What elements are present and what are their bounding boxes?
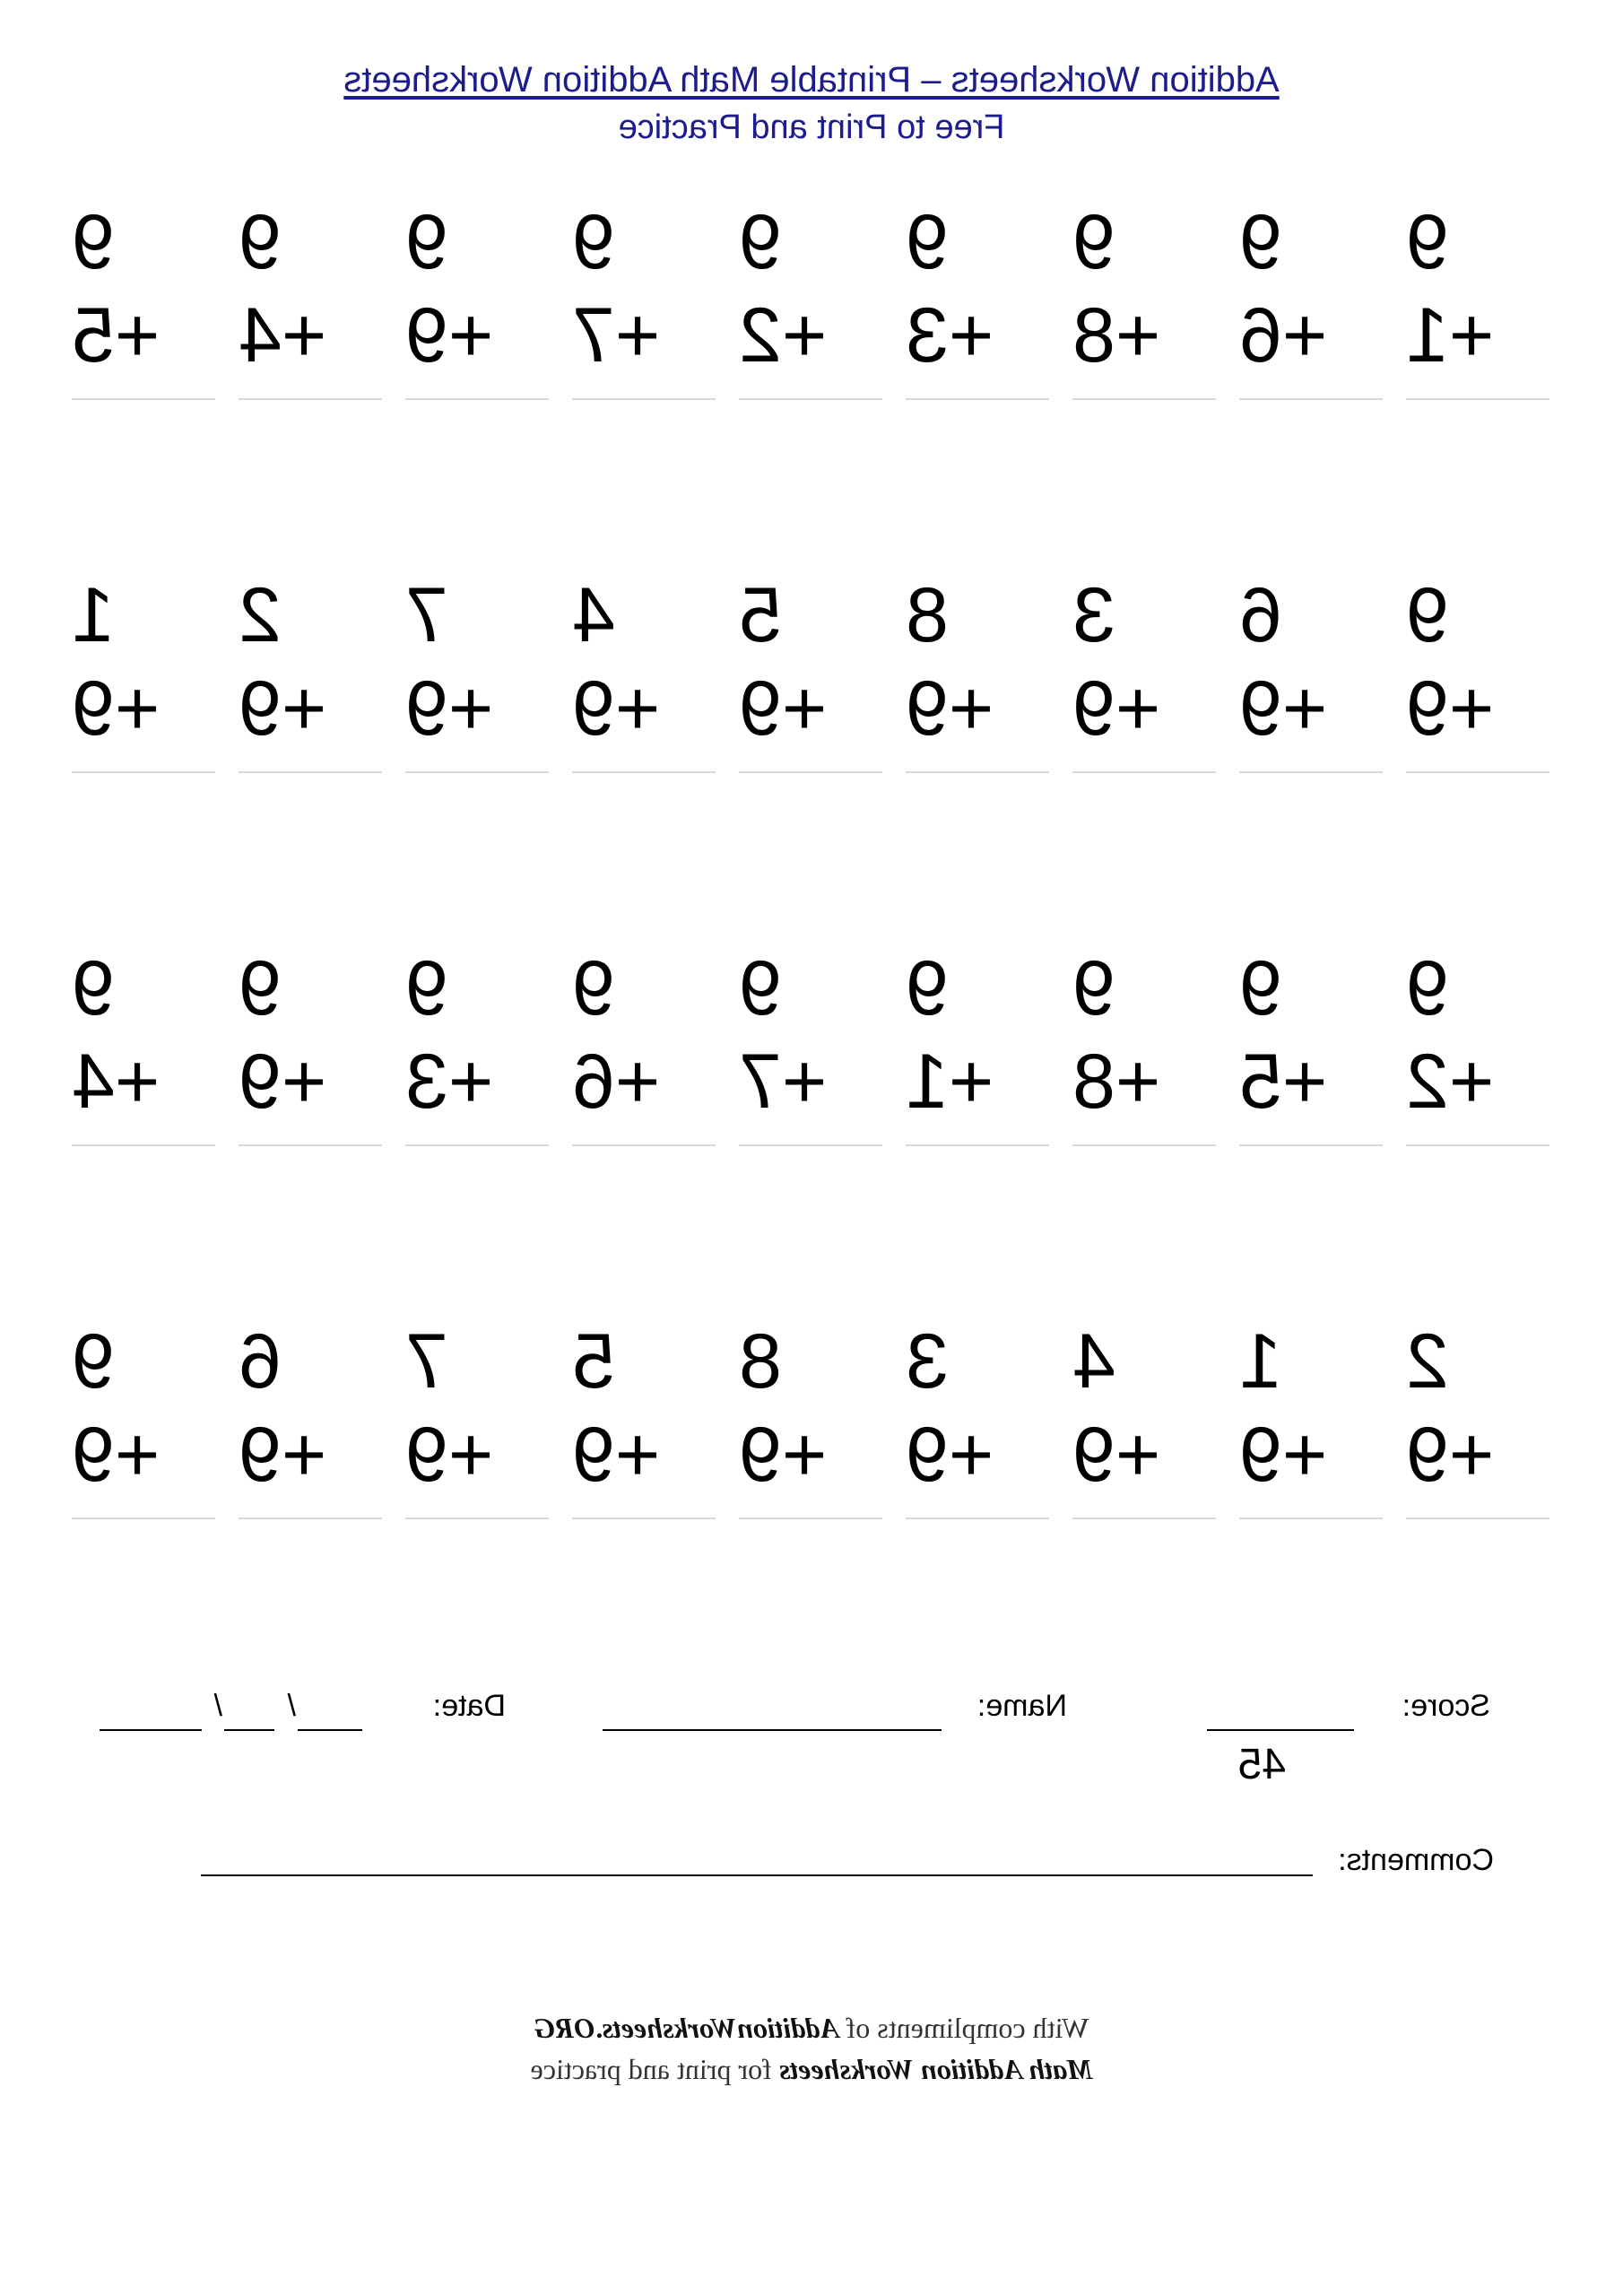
problem-top-number: 3	[1072, 572, 1115, 658]
problem	[1406, 945, 1549, 1161]
problem-addend: +4	[239, 292, 327, 378]
problem	[572, 1318, 716, 1534]
problem	[72, 945, 215, 1161]
problem-addend: +9	[405, 1412, 494, 1498]
answer-line[interactable]	[739, 771, 882, 773]
answer-line[interactable]	[572, 1144, 716, 1146]
problem	[739, 945, 882, 1161]
problem	[405, 572, 549, 787]
problem-addend: +3	[906, 292, 994, 378]
problem-addend: +9	[572, 1412, 661, 1498]
problem	[906, 945, 1049, 1161]
answer-line[interactable]	[906, 1144, 1049, 1146]
problem	[1072, 945, 1216, 1161]
problem-top-number: 9	[739, 945, 782, 1031]
problem	[239, 199, 382, 414]
problem	[405, 1318, 549, 1534]
problem	[906, 1318, 1049, 1534]
answer-line[interactable]	[1406, 1518, 1549, 1519]
answer-line[interactable]	[239, 1518, 382, 1519]
compliments-line-1	[0, 2007, 1623, 2048]
answer-line[interactable]	[405, 398, 549, 400]
problem-addend: +1	[906, 1039, 994, 1125]
problem-addend: +9	[739, 1412, 828, 1498]
problem-addend: +9	[1072, 665, 1161, 752]
problem-addend: +5	[1239, 1039, 1328, 1125]
answer-line[interactable]	[405, 1518, 549, 1519]
worksheet-header	[0, 56, 1623, 151]
problem-top-number: 9	[405, 199, 448, 285]
problem-top-number: 5	[572, 1318, 615, 1405]
problem	[1406, 572, 1549, 787]
answer-line[interactable]	[1239, 1144, 1383, 1146]
problem-addend: +6	[1239, 292, 1328, 378]
title-link[interactable]: Addition Worksheets – Printable Math Addition Worksheets	[343, 60, 1280, 100]
problem	[72, 572, 215, 787]
answer-line[interactable]	[1072, 398, 1216, 400]
problem-addend: +9	[1072, 1412, 1161, 1498]
compliments-site[interactable]: AdditionWorksheets.ORG	[534, 2012, 839, 2044]
answer-line[interactable]	[572, 398, 716, 400]
problem-top-number: 9	[739, 199, 782, 285]
problem-top-number: 9	[1239, 199, 1282, 285]
problem-addend: +9	[739, 665, 828, 752]
problem	[239, 1318, 382, 1534]
problem	[739, 1318, 882, 1534]
problem	[1072, 199, 1216, 414]
problem-top-number: 2	[239, 572, 282, 658]
score-field[interactable]	[1207, 1729, 1354, 1731]
problem-top-number: 9	[1239, 945, 1282, 1031]
problem-top-number: 3	[906, 1318, 949, 1405]
problem-addend: +1	[1406, 292, 1495, 378]
answer-line[interactable]	[572, 771, 716, 773]
problem-addend: +9	[1239, 665, 1328, 752]
answer-line[interactable]	[1072, 1144, 1216, 1146]
problem-top-number: 9	[1072, 945, 1115, 1031]
problem-top-number: 9	[572, 945, 615, 1031]
problem-top-number: 9	[1406, 199, 1449, 285]
compliments-line-2	[0, 2048, 1623, 2090]
problem-top-number: 2	[1406, 1318, 1449, 1405]
problem-top-number: 9	[906, 945, 949, 1031]
score-value: 45	[1237, 1741, 1286, 1788]
problem-top-number: 9	[72, 199, 115, 285]
problem	[572, 199, 716, 414]
problem	[1406, 1318, 1549, 1534]
problem	[1239, 1318, 1383, 1534]
problem	[572, 945, 716, 1161]
compliments-prefix: With compliments of	[846, 2012, 1089, 2044]
answer-line[interactable]	[1072, 1518, 1216, 1519]
problem	[405, 945, 549, 1161]
problem	[1239, 945, 1383, 1161]
problem	[239, 945, 382, 1161]
date-month-field[interactable]	[298, 1729, 362, 1731]
problem-top-number: 9	[1406, 572, 1449, 658]
problem-addend: +9	[72, 665, 161, 752]
answer-line[interactable]	[72, 771, 215, 773]
problem-addend: +8	[1072, 292, 1161, 378]
problem	[572, 572, 716, 787]
subtitle-link[interactable]: Free to Print and Practice	[618, 109, 1005, 146]
problem	[1072, 572, 1216, 787]
problem-addend: +3	[405, 1039, 494, 1125]
answer-line[interactable]	[1239, 398, 1383, 400]
problem	[906, 572, 1049, 787]
date-separator: /	[213, 1689, 222, 1723]
problem	[739, 572, 882, 787]
problem-addend: +5	[72, 292, 161, 378]
date-separator: /	[287, 1689, 296, 1723]
problem-top-number: 6	[239, 1318, 282, 1405]
compliments-rest-text: for print and practice	[530, 2053, 772, 2085]
problem-addend: +9	[405, 292, 494, 378]
date-year-field[interactable]	[100, 1729, 202, 1731]
problem	[739, 199, 882, 414]
problem-top-number: 9	[239, 199, 282, 285]
problem-top-number: 5	[739, 572, 782, 658]
problem-addend: +4	[72, 1039, 161, 1125]
answer-line[interactable]	[239, 1144, 382, 1146]
answer-line[interactable]	[906, 398, 1049, 400]
problem-top-number: 9	[906, 199, 949, 285]
problem-addend: +9	[1406, 1412, 1495, 1498]
problem-addend: +9	[906, 665, 994, 752]
problem	[1239, 572, 1383, 787]
answer-line[interactable]	[239, 398, 382, 400]
problem-top-number: 9	[72, 1318, 115, 1405]
problem-top-number: 9	[72, 945, 115, 1031]
score-label: Score:	[1402, 1689, 1490, 1723]
problem-addend: +9	[239, 1039, 327, 1125]
problem-top-number: 4	[1072, 1318, 1115, 1405]
answer-line[interactable]	[72, 1144, 215, 1146]
answer-line[interactable]	[405, 771, 549, 773]
problem-top-number: 9	[239, 945, 282, 1031]
problem-top-number: 1	[72, 572, 115, 658]
compliments-bold-text: Math Addition Worksheets	[778, 2053, 1093, 2085]
problem-addend: +9	[1239, 1412, 1328, 1498]
problem-addend: +9	[72, 1412, 161, 1498]
problem-addend: +8	[1072, 1039, 1161, 1125]
answer-line[interactable]	[72, 1518, 215, 1519]
answer-line[interactable]	[72, 398, 215, 400]
answer-line[interactable]	[1239, 1518, 1383, 1519]
problem-top-number: 9	[572, 199, 615, 285]
answer-line[interactable]	[1406, 771, 1549, 773]
problem-top-number: 7	[405, 1318, 448, 1405]
problem-addend: +9	[906, 1412, 994, 1498]
answer-line[interactable]	[239, 771, 382, 773]
problem-addend: +2	[739, 292, 828, 378]
problem-top-number: 4	[572, 572, 615, 658]
problem-top-number: 9	[1406, 945, 1449, 1031]
answer-line[interactable]	[1072, 771, 1216, 773]
problem-addend: +9	[239, 1412, 327, 1498]
answer-line[interactable]	[405, 1144, 549, 1146]
problem	[1239, 199, 1383, 414]
problem-top-number: 8	[906, 572, 949, 658]
problem-addend: +9	[239, 665, 327, 752]
answer-line[interactable]	[739, 398, 882, 400]
name-field[interactable]	[603, 1729, 942, 1731]
answer-line[interactable]	[739, 1144, 882, 1146]
problem	[239, 572, 382, 787]
problem-top-number: 9	[1072, 199, 1115, 285]
problem-addend: +2	[1406, 1039, 1495, 1125]
problem-top-number: 7	[405, 572, 448, 658]
date-label: Date:	[432, 1689, 506, 1723]
problem	[72, 1318, 215, 1534]
problem-addend: +6	[572, 1039, 661, 1125]
problem-addend: +9	[572, 665, 661, 752]
date-day-field[interactable]	[224, 1729, 274, 1731]
problem	[906, 199, 1049, 414]
problem-addend: +7	[572, 292, 661, 378]
problem-top-number: 9	[405, 945, 448, 1031]
problem	[1072, 1318, 1216, 1534]
problem-top-number: 6	[1239, 572, 1282, 658]
answer-line[interactable]	[1406, 398, 1549, 400]
answer-line[interactable]	[739, 1518, 882, 1519]
answer-line[interactable]	[1406, 1144, 1549, 1146]
answer-line[interactable]	[906, 771, 1049, 773]
comments-field[interactable]	[201, 1874, 1313, 1876]
name-label: Name:	[976, 1689, 1067, 1723]
problem-top-number: 1	[1239, 1318, 1282, 1405]
problem	[72, 199, 215, 414]
answer-line[interactable]	[1239, 771, 1383, 773]
problem	[1406, 199, 1549, 414]
problem-top-number: 8	[739, 1318, 782, 1405]
answer-line[interactable]	[906, 1518, 1049, 1519]
answer-line[interactable]	[572, 1518, 716, 1519]
problem	[405, 199, 549, 414]
problem-addend: +9	[1406, 665, 1495, 752]
problem-addend: +7	[739, 1039, 828, 1125]
comments-label: Comments:	[1338, 1843, 1494, 1877]
problem-addend: +9	[405, 665, 494, 752]
